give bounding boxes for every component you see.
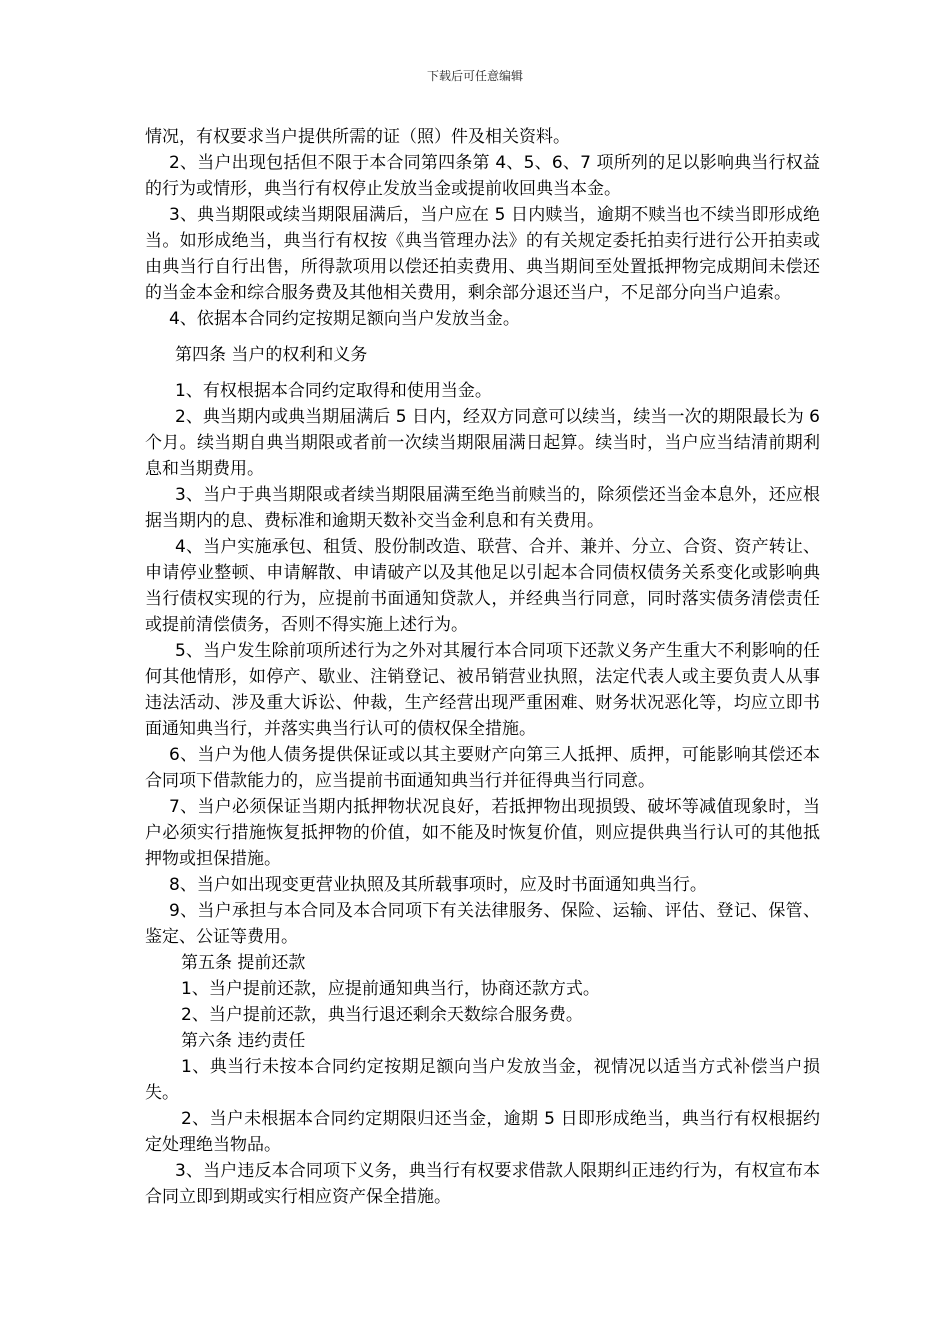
page-header: 下载后可任意编辑 xyxy=(426,69,523,83)
article-4-item: 5、当户发生除前项所述行为之外对其履行本合同项下还款义务产生重大不利影响的任何其他情形，如停产、歇业、注销登记、被吊销营业执照，法定代表人或主要负责人从事违法活动、涉及重大诉讼、仲裁，生产经营出现严重困难、财务状况恶化等，均应立即书面通知典当行，并落实典当行认可的债权保全措施。 xyxy=(145,641,820,739)
document-body xyxy=(145,124,820,1210)
article-5-item: 2、当户提前还款，典当行退还剩余天数综合服务费。 xyxy=(181,1005,583,1025)
article-4-item: 4、当户实施承包、租赁、股份制改造、联营、合并、兼并、分立、合资、资产转让、申请停业整顿、申请解散、申请破产以及其他足以引起本合同债权债务关系变化或影响典当行债权实现的行为，应提前书面通知贷款人，并经典当行同意，同时落实债务清偿责任或提前清偿债务，否则不得实施上述行为。 xyxy=(145,537,820,635)
paragraph: 情况，有权要求当户提供所需的证（照）件及相关资料。 xyxy=(145,127,570,147)
article-6-item: 2、当户未根据本合同约定期限归还当金，逾期 5 日即形成绝当，典当行有权根据约定处理绝当物品。 xyxy=(145,1109,820,1155)
article-4-item: 8、当户如出现变更营业执照及其所载事项时，应及时书面通知典当行。 xyxy=(169,875,707,895)
article-4-title: 第四条 当户的权利和义务 xyxy=(175,345,368,365)
paragraph: 2、当户出现包括但不限于本合同第四条第 4、5、6、7 项所列的足以影响典当行权益的行为或情形，典当行有权停止发放当金或提前收回典当本金。 xyxy=(145,153,820,199)
article-6-item: 3、当户违反本合同项下义务，典当行有权要求借款人限期纠正违约行为，有权宣布本合同立即到期或实行相应资产保全措施。 xyxy=(145,1161,820,1207)
article-4-item: 3、当户于典当期限或者续当期限届满至绝当前赎当的，除须偿还当金本息外，还应根据当期内的息、费标准和逾期天数补交当金利息和有关费用。 xyxy=(145,485,820,531)
article-6-item: 1、典当行未按本合同约定按期足额向当户发放当金，视情况以适当方式补偿当户损失。 xyxy=(145,1057,820,1103)
article-4-item: 7、当户必须保证当期内抵押物状况良好，若抵押物出现损毁、破坏等减值现象时，当户必须实行措施恢复抵押物的价值，如不能及时恢复价值，则应提供典当行认可的其他抵押物或担保措施。 xyxy=(145,797,820,869)
article-5-item: 1、当户提前还款，应提前通知典当行，协商还款方式。 xyxy=(181,979,600,999)
article-4-item: 9、当户承担与本合同及本合同项下有关法律服务、保险、运输、评估、登记、保管、鉴定、公证等费用。 xyxy=(145,901,820,947)
paragraph: 3、典当期限或续当期限届满后，当户应在 5 日内赎当，逾期不赎当也不续当即形成绝当。如形成绝当，典当行有权按《典当管理办法》的有关规定委托拍卖行进行公开拍卖或由典当行自行出售，所得款项用以偿还拍卖费用、典当期间至处置抵押物完成期间未偿还的当金本金和综合服务费及其他相关费用，剩余部分退还当户，不足部分向当户追索。 xyxy=(145,205,820,303)
article-4-item: 6、当户为他人债务提供保证或以其主要财产向第三人抵押、质押，可能影响其偿还本合同项下借款能力的，应当提前书面通知典当行并征得典当行同意。 xyxy=(145,745,820,791)
article-6-title: 第六条 违约责任 xyxy=(181,1031,306,1051)
article-4-item: 1、有权根据本合同约定取得和使用当金。 xyxy=(175,381,492,401)
article-4-item: 2、典当期内或典当期届满后 5 日内，经双方同意可以续当，续当一次的期限最长为 6 个月。续当期自典当期限或者前一次续当期限届满日起算。续当时，当户应当结清前期利息和当期费用。 xyxy=(145,407,820,479)
article-5-title: 第五条 提前还款 xyxy=(181,953,306,973)
paragraph: 4、依据本合同约定按期足额向当户发放当金。 xyxy=(169,309,520,329)
